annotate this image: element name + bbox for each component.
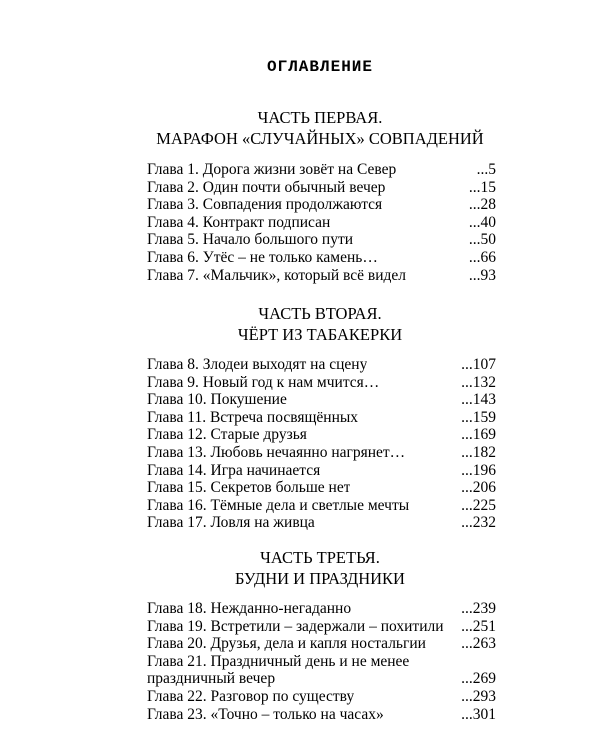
chapter-title: Глава 15. Секретов больше нет — [147, 479, 351, 497]
chapter-page: ...232 — [461, 514, 496, 532]
part-heading — [0, 547, 600, 589]
part-heading — [0, 107, 600, 149]
chapter-page: ...159 — [461, 408, 496, 426]
chapter-page: ...132 — [461, 373, 496, 391]
toc-entry[interactable] — [147, 409, 496, 427]
chapter-page: ...5 — [476, 161, 496, 178]
chapter-page: ...50 — [468, 231, 496, 249]
toc-entry[interactable] — [147, 618, 496, 636]
chapter-title: Глава 13. Любовь нечаянно нагрянет… — [147, 443, 406, 461]
chapter-page: ...40 — [468, 213, 496, 231]
chapter-title: Глава 12. Старые друзья — [147, 426, 307, 444]
chapter-title: Глава 19. Встретили – задержали – похитили — [147, 617, 444, 635]
chapter-page: ...251 — [461, 617, 496, 635]
chapter-page: ...169 — [461, 426, 496, 444]
chapter-page: ...225 — [461, 496, 496, 514]
toc-entry[interactable] — [147, 462, 496, 480]
toc-list — [147, 600, 496, 723]
toc-entry[interactable] — [147, 391, 496, 409]
toc-entry[interactable] — [147, 161, 496, 179]
chapter-title: Глава 20. Друзья, дела и капля ностальгии — [147, 635, 426, 653]
chapter-page: ...293 — [461, 687, 496, 705]
chapter-page: ...239 — [461, 600, 496, 617]
chapter-title: Глава 8. Злодеи выходят на сцену — [147, 356, 368, 373]
chapter-title: Глава 17. Ловля на живца — [147, 514, 315, 532]
toc-entry[interactable] — [147, 514, 496, 532]
toc-entry[interactable] — [147, 179, 496, 197]
toc-entry[interactable] — [147, 444, 496, 462]
toc-entry[interactable] — [147, 374, 496, 392]
chapter-title: Глава 2. Один почти обычный вечер — [147, 178, 386, 196]
part-number: ЧАСТЬ ТРЕТЬЯ. — [260, 548, 380, 567]
part-title: БУДНИ И ПРАЗДНИКИ — [235, 569, 405, 588]
toc-entry[interactable] — [147, 600, 496, 618]
chapter-title: Глава 9. Новый год к нам мчится… — [147, 373, 380, 391]
part-number: ЧАСТЬ ВТОРАЯ. — [258, 304, 382, 323]
chapter-page: ...28 — [468, 196, 496, 214]
part-number: ЧАСТЬ ПЕРВАЯ. — [257, 108, 383, 127]
toc-entry[interactable] — [147, 479, 496, 497]
chapter-title: Глава 21. Праздничный день и не менее — [147, 652, 410, 670]
chapter-title: Глава 18. Нежданно-негаданно — [147, 600, 352, 617]
toc-entry[interactable] — [147, 267, 496, 285]
chapter-title: Глава 22. Разговор по существу — [147, 687, 355, 705]
chapter-title: Глава 16. Тёмные дела и светлые мечты — [147, 496, 410, 514]
chapter-page: ...182 — [461, 443, 496, 461]
chapter-title: Глава 14. Игра начинается — [147, 461, 321, 479]
chapter-page: ...263 — [461, 635, 496, 653]
toc-entry[interactable] — [147, 426, 496, 444]
chapter-title: Глава 7. «Мальчик», который всё видел — [147, 266, 406, 284]
chapter-page: ...143 — [461, 391, 496, 409]
chapter-title: Глава 23. «Точно – только на часах» — [147, 705, 384, 723]
chapter-title: Глава 1. Дорога жизни зовёт на Север — [147, 161, 397, 178]
chapter-page: ...93 — [468, 266, 496, 284]
chapter-title: Глава 6. Утёс – не только камень… — [147, 248, 378, 266]
part-title: МАРАФОН «СЛУЧАЙНЫХ» СОВПАДЕНИЙ — [156, 129, 484, 148]
toc-entry-continued[interactable] — [147, 670, 496, 688]
chapter-title: Глава 4. Контракт подписан — [147, 213, 331, 231]
chapter-title: Глава 3. Совпадения продолжаются — [147, 196, 383, 214]
chapter-page: ...15 — [468, 178, 496, 196]
part-title: ЧЁРТ ИЗ ТАБАКЕРКИ — [237, 325, 403, 344]
chapter-page: ...269 — [461, 670, 496, 688]
chapter-title: Глава 10. Покушение — [147, 391, 287, 409]
chapter-title-continued: праздничный вечер — [147, 670, 276, 688]
chapter-page: ...107 — [461, 356, 496, 373]
chapter-title: Глава 11. Встреча посвящённых — [147, 408, 359, 426]
toc-entry[interactable] — [147, 214, 496, 232]
toc-list — [147, 161, 496, 284]
chapter-title: Глава 5. Начало большого пути — [147, 231, 354, 249]
chapter-page: ...196 — [461, 461, 496, 479]
toc-list — [147, 356, 496, 532]
toc-entry[interactable] — [147, 196, 496, 214]
toc-entry[interactable] — [147, 497, 496, 515]
toc-entry[interactable] — [147, 688, 496, 706]
chapter-page: ...301 — [461, 705, 496, 723]
toc-entry[interactable] — [147, 249, 496, 267]
toc-entry[interactable] — [147, 231, 496, 249]
chapter-page: ...66 — [468, 248, 496, 266]
toc-entry[interactable] — [147, 635, 496, 653]
toc-entry[interactable] — [147, 356, 496, 374]
page-title: ОГЛАВЛЕНИЕ — [266, 58, 373, 76]
part-heading — [0, 303, 600, 345]
toc-entry[interactable] — [147, 653, 496, 671]
toc-entry[interactable] — [147, 706, 496, 724]
chapter-page: ...206 — [461, 479, 496, 497]
